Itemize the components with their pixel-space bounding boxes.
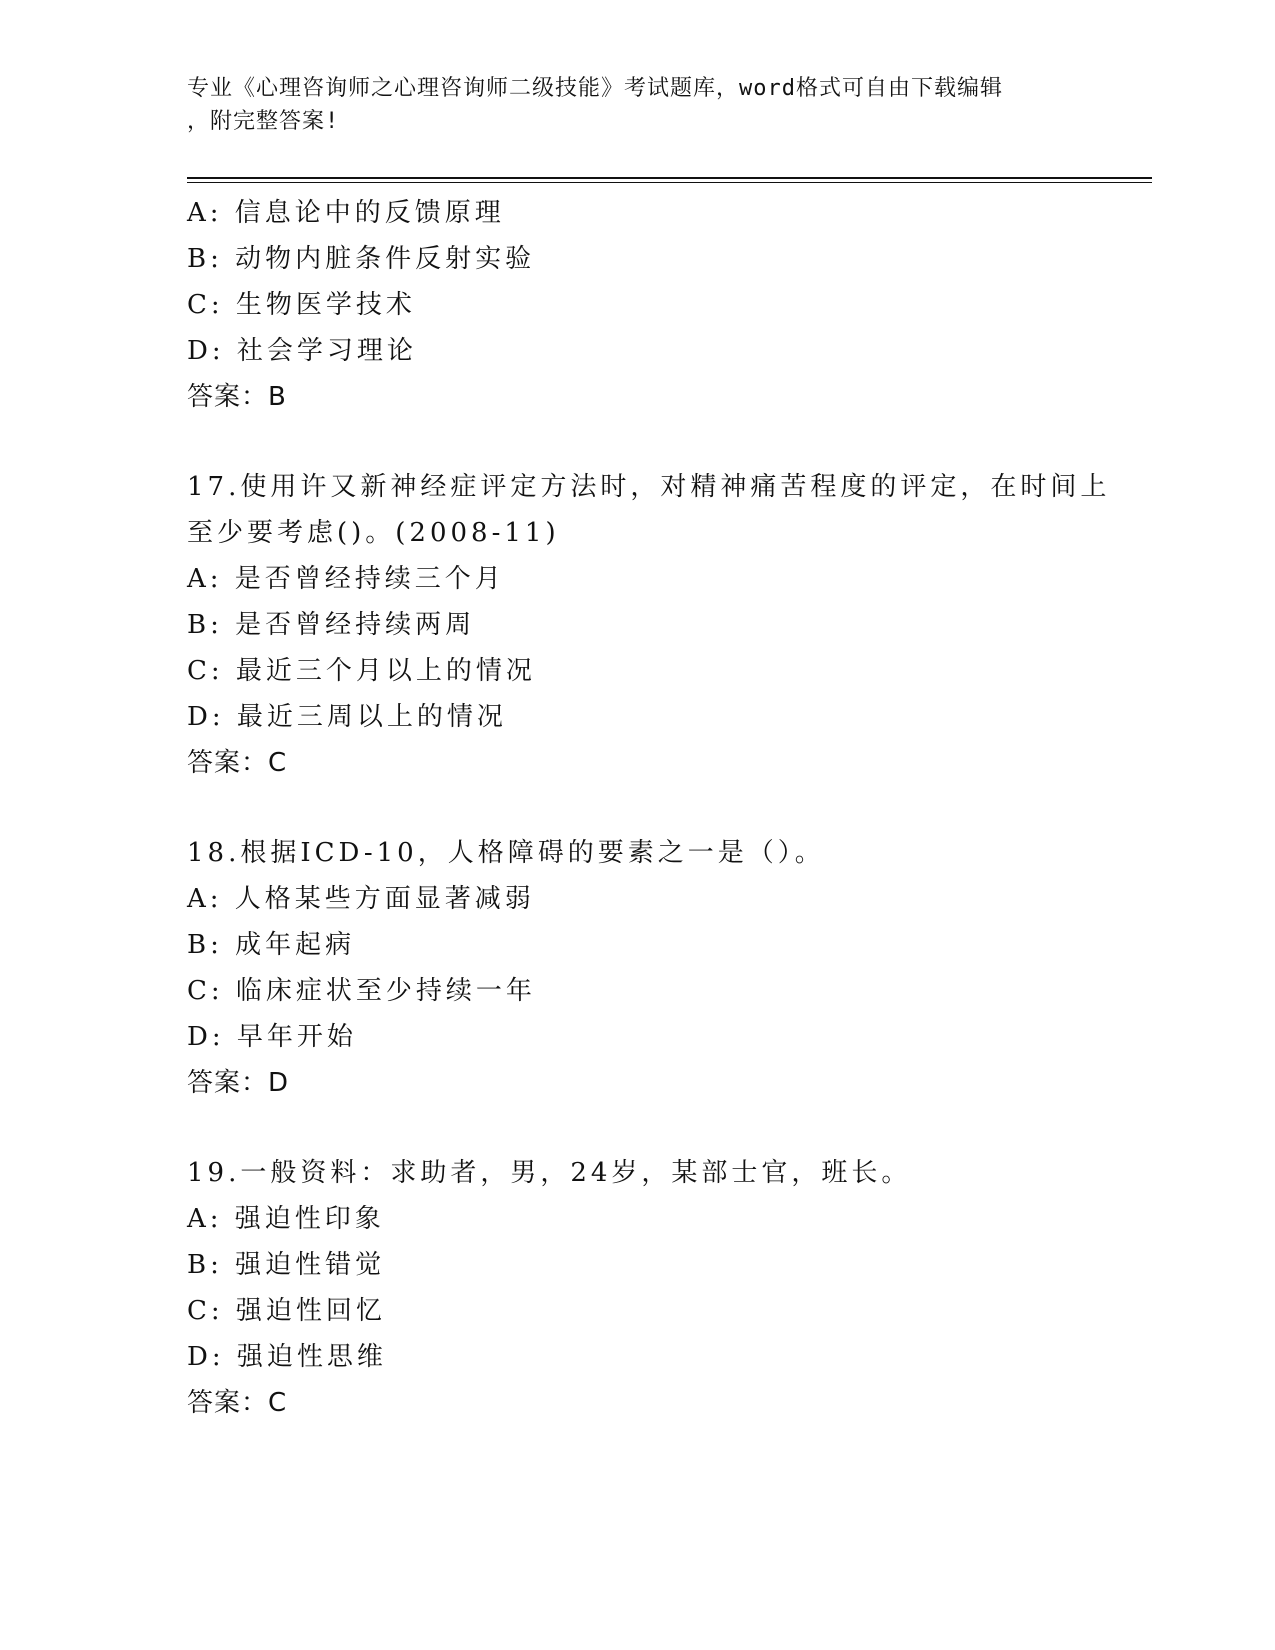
option-d: D: 早年开始 xyxy=(187,1022,357,1052)
option-b: B: 是否曾经持续两周 xyxy=(187,610,476,640)
question-block-16 xyxy=(187,190,1087,420)
question-block-18 xyxy=(187,830,1087,1106)
question-text-line-2: 至少要考虑()。(2008-11) xyxy=(187,518,560,548)
option-c: C: 生物医学技术 xyxy=(187,290,416,320)
question-text-line-1: 17.使用许又新神经症评定方法时，对精神痛苦程度的评定，在时间上 xyxy=(187,472,1111,502)
option-a: A: 强迫性印象 xyxy=(187,1204,385,1234)
document-header xyxy=(187,72,1067,138)
question-block-17 xyxy=(187,464,1111,786)
header-line-2: ，附完整答案! xyxy=(187,109,340,134)
option-c: C: 强迫性回忆 xyxy=(187,1296,386,1326)
answer: 答案：B xyxy=(187,382,287,412)
header-rule-thin xyxy=(187,182,1152,183)
header-line-1: 专业《心理咨询师之心理咨询师二级技能》考试题库，word格式可自由下载编辑 xyxy=(187,76,1003,101)
header-rule-thick xyxy=(187,177,1152,179)
option-d: D: 最近三周以上的情况 xyxy=(187,702,507,732)
option-d: D: 强迫性思维 xyxy=(187,1342,387,1372)
option-a: A: 信息论中的反馈原理 xyxy=(187,198,505,228)
question-text-line-1: 18.根据ICD-10，人格障碍的要素之一是（）。 xyxy=(187,838,825,868)
answer: 答案：D xyxy=(187,1068,290,1098)
option-b: B: 强迫性错觉 xyxy=(187,1250,386,1280)
option-a: A: 是否曾经持续三个月 xyxy=(187,564,505,594)
answer: 答案：C xyxy=(187,1388,288,1418)
option-c: C: 最近三个月以上的情况 xyxy=(187,656,536,686)
question-list xyxy=(187,190,1111,1426)
option-c: C: 临床症状至少持续一年 xyxy=(187,976,536,1006)
answer: 答案：C xyxy=(187,748,288,778)
option-d: D: 社会学习理论 xyxy=(187,336,417,366)
option-b: B: 动物内脏条件反射实验 xyxy=(187,244,536,274)
question-text-line-1: 19.一般资料：求助者，男，24岁，某部士官，班长。 xyxy=(187,1158,912,1188)
option-b: B: 成年起病 xyxy=(187,930,356,960)
option-a: A: 人格某些方面显著减弱 xyxy=(187,884,535,914)
question-block-19 xyxy=(187,1150,1087,1426)
